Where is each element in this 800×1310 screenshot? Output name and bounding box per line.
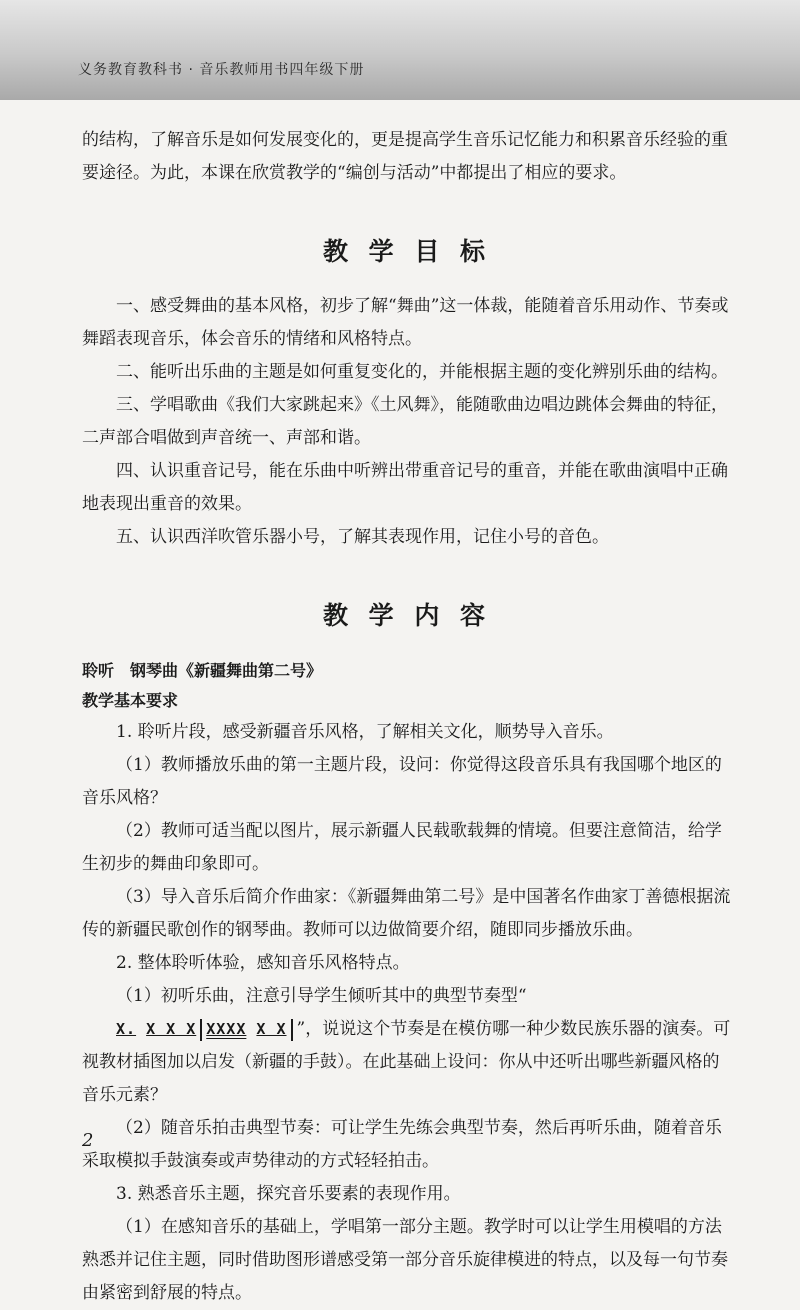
rhythm-group-3: X X	[256, 1020, 287, 1038]
barline	[200, 1019, 202, 1041]
goal-item: 四、认识重音记号，能在乐曲中听辨出带重音记号的重音，并能在歌曲演唱中正确地表现出重音的效果。	[82, 461, 728, 514]
goals-heading: 教 学 目 标	[322, 237, 492, 266]
header-band	[0, 0, 800, 100]
content-paragraph: （1）在感知音乐的基础上，学唱第一部分主题。教学时可以让学生用模唱的方法熟悉并记住主题，同时借助图形谱感受第一部分音乐旋律模进的特点，以及每一句节奏由紧密到舒展的特点。	[82, 1217, 728, 1303]
section-title: 聆听 钢琴曲《新疆舞曲第二号》	[82, 661, 323, 680]
content-paragraph: （2）教师可适当配以图片，展示新疆人民载歌载舞的情境。但要注意简洁，给学生初步的舞曲印象即可。	[82, 821, 722, 874]
rhythm-group-2: XXXX	[206, 1020, 247, 1038]
content-paragraph: （3）导入音乐后简介作曲家：《新疆舞曲第二号》是中国著名作曲家丁善德根据流传的新疆民歌创作的钢琴曲。教师可以边做简要介绍，随即同步播放乐曲。	[82, 887, 731, 940]
content-paragraph: 1. 聆听片段，感受新疆音乐风格，了解相关文化，顺势导入音乐。	[116, 722, 614, 742]
rhythm-group-1: X X X	[146, 1020, 197, 1038]
page-number: 2	[82, 1130, 94, 1151]
requirements-title: 教学基本要求	[82, 691, 179, 710]
rhythm-trail-text: ”，说说这个节奏是在模仿哪一种少数民族乐器的演奏。可视教材插图加以启发（新疆的手鼓）。在此基础上设问：你从中还听出哪些新疆风格的音乐元素？	[82, 1019, 731, 1105]
content-paragraph: （2）随音乐拍击典型节奏：可让学生先练会典型节奏，然后再听乐曲，随着音乐采取模拟手鼓演奏或声势律动的方式轻轻拍击。	[82, 1118, 722, 1171]
goal-item: 五、认识西洋吹管乐器小号，了解其表现作用，记住小号的音色。	[116, 527, 609, 547]
content-paragraph-rhythm	[82, 980, 732, 1112]
content-heading: 教 学 内 容	[322, 601, 492, 630]
goal-item: 三、学唱歌曲《我们大家跳起来》《土风舞》，能随歌曲边唱边跳体会舞曲的特征，二声部合唱做到声音统一、声部和谐。	[82, 395, 728, 448]
page-body	[82, 124, 732, 1310]
content-paragraph: 3. 熟悉音乐主题，探究音乐要素的表现作用。	[116, 1184, 461, 1204]
goal-item: 二、能听出乐曲的主题是如何重复变化的，并能根据主题的变化辨别乐曲的结构。	[116, 362, 728, 382]
rhythm-dotted-note: X.	[116, 1020, 137, 1038]
intro-paragraph: 的结构，了解音乐是如何发展变化的，更是提高学生音乐记忆能力和积累音乐经验的重要途径。为此，本课在欣赏教学的“编创与活动”中都提出了相应的要求。	[82, 130, 728, 183]
content-paragraph: 2. 整体聆听体验，感知音乐风格特点。	[116, 953, 410, 973]
rhythm-notation	[82, 1013, 297, 1046]
rhythm-lead-text: （1）初听乐曲，注意引导学生倾听其中的典型节奏型“	[116, 986, 527, 1006]
content-paragraph: （1）教师播放乐曲的第一主题片段，设问：你觉得这段音乐具有我国哪个地区的音乐风格？	[82, 755, 722, 808]
barline	[291, 1019, 293, 1041]
running-header: 义务教育教科书 · 音乐教师用书四年级下册	[78, 62, 365, 78]
goal-item: 一、感受舞曲的基本风格，初步了解“舞曲”这一体裁，能随着音乐用动作、节奏或舞蹈表现音乐，体会音乐的情绪和风格特点。	[82, 296, 729, 349]
